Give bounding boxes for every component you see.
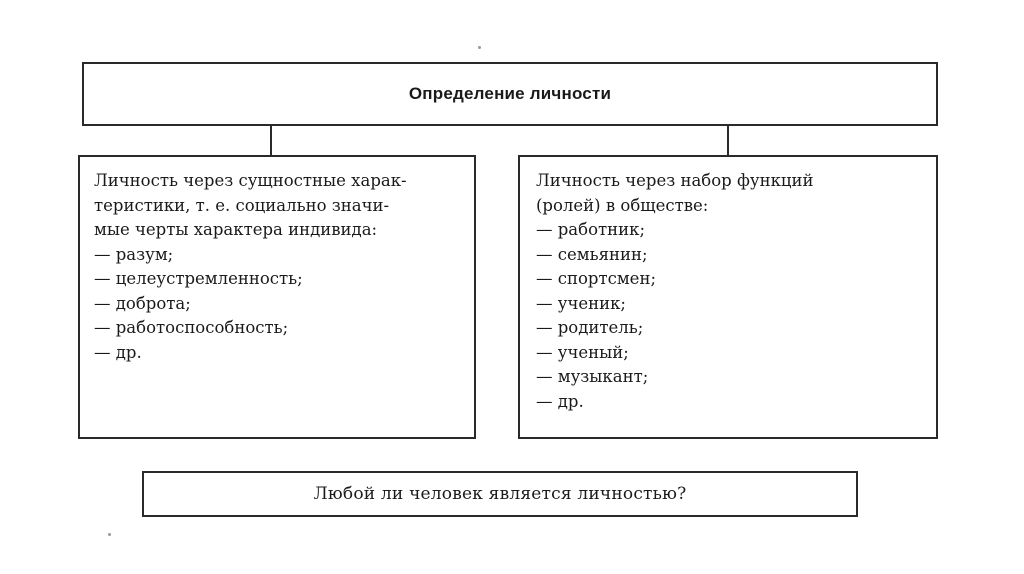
diagram-title: Определение личности bbox=[408, 84, 612, 103]
question-text: Любой ли человек является личностью? bbox=[313, 484, 687, 504]
list-item: — работник; bbox=[536, 220, 646, 239]
left-box-list bbox=[94, 243, 474, 366]
list-item: — ученик; bbox=[536, 293, 626, 313]
list-item: — ученый; bbox=[536, 342, 629, 362]
list-item: — спортсмен; bbox=[536, 269, 657, 288]
list-item: — разум; bbox=[94, 244, 174, 264]
scan-speck bbox=[478, 46, 481, 49]
right-box-heading: Личность через набор функций (ролей) в обществе: bbox=[536, 171, 814, 215]
scan-speck bbox=[108, 533, 111, 536]
social-roles-box bbox=[518, 155, 938, 439]
list-item: — родитель; bbox=[536, 318, 644, 337]
left-box-heading: Личность через сущностные харак- теристики, т. е. социально значи- мые черты характера индивида: bbox=[94, 171, 407, 239]
right-box-list bbox=[536, 218, 936, 414]
list-item: — др. bbox=[536, 391, 584, 411]
list-item: — доброта; bbox=[94, 293, 191, 313]
question-box bbox=[142, 471, 858, 517]
list-item: — семьянин; bbox=[536, 244, 648, 264]
title-box bbox=[82, 62, 938, 126]
list-item: — работоспособность; bbox=[94, 318, 289, 337]
list-item: — музыкант; bbox=[536, 367, 649, 386]
essential-characteristics-box bbox=[78, 155, 476, 439]
list-item: — целеустремленность; bbox=[94, 269, 303, 288]
list-item: — др. bbox=[94, 342, 142, 362]
